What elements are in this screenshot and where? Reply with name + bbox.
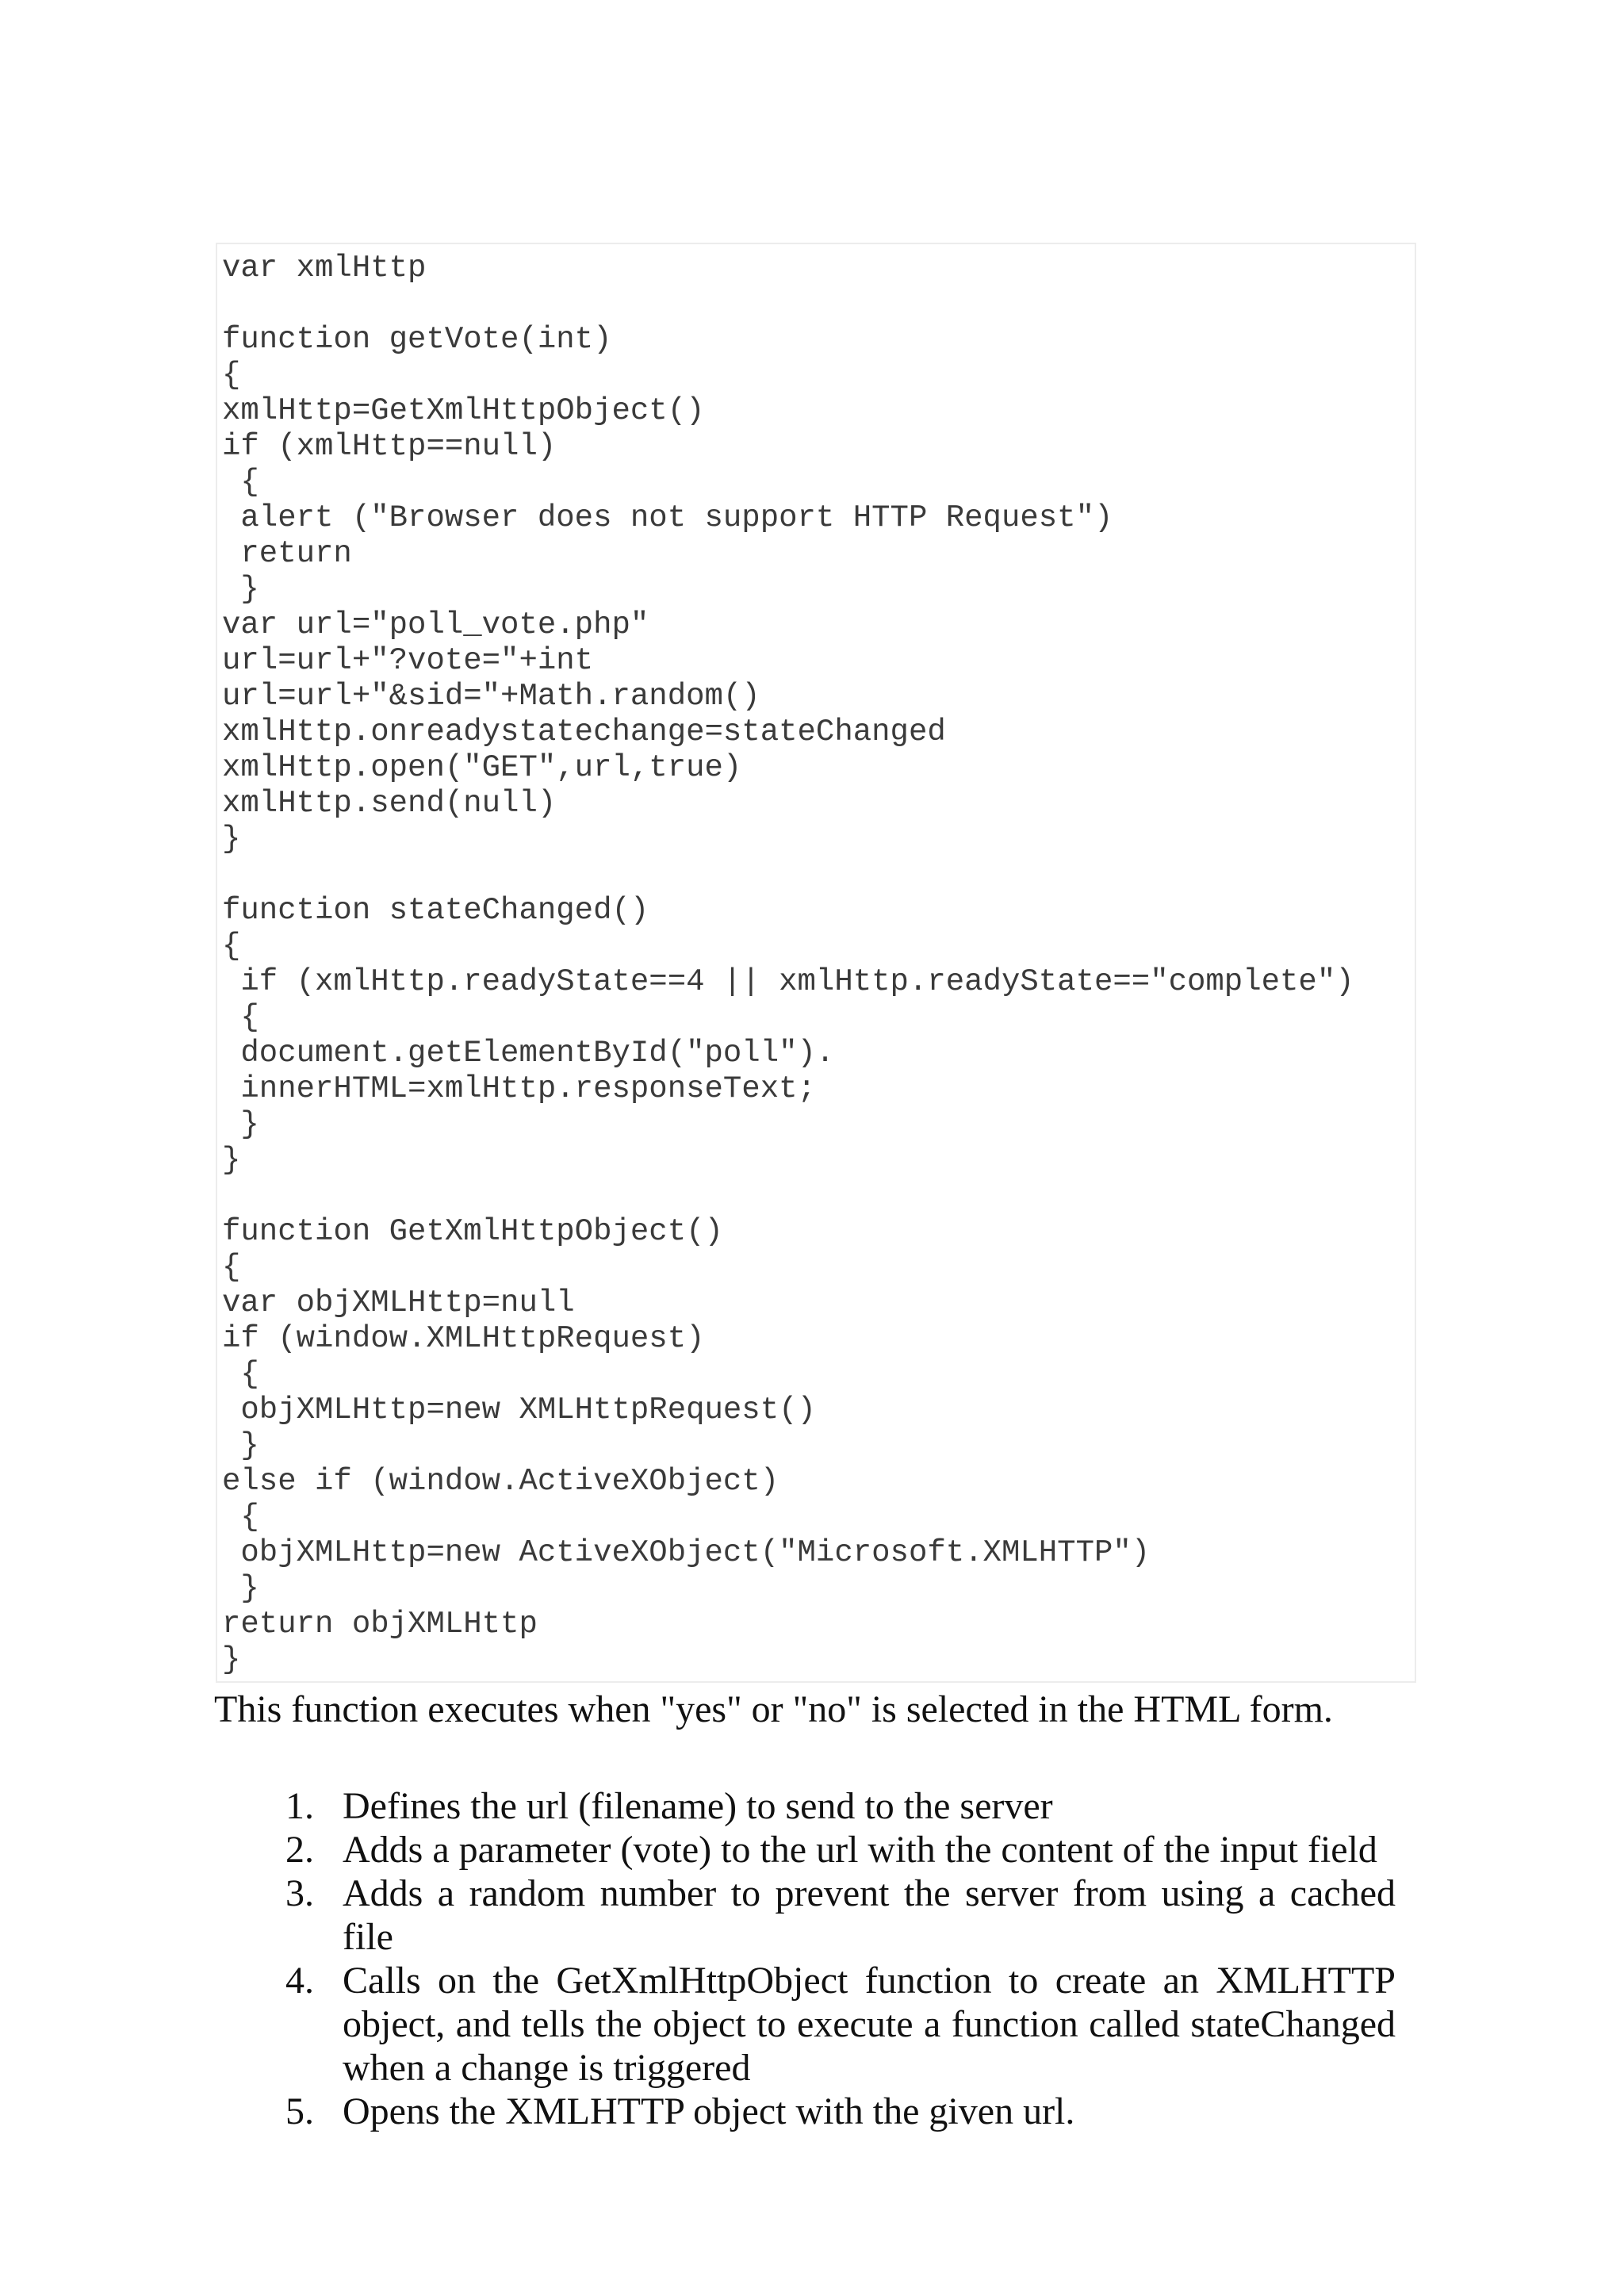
code-line: var objXMLHttp=null (222, 1285, 575, 1320)
code-line: } (222, 1428, 259, 1463)
code-line: var xmlHttp (222, 251, 427, 285)
code-line: { (222, 1000, 259, 1035)
code-line: xmlHttp.onreadystatechange=stateChanged (222, 715, 946, 749)
code-line: } (222, 572, 259, 607)
code-line: if (window.XMLHttpRequest) (222, 1321, 705, 1356)
list-item-text: Opens the XMLHTTP object with the given url. (343, 2090, 1075, 2132)
code-line (222, 286, 1415, 322)
list-item (214, 1828, 1396, 1872)
code-line: { (222, 358, 241, 393)
list-item-number: 3. (285, 1872, 314, 1914)
list-item-text: Calls on the GetXmlHttpObject function to create an XMLHTTP object, and tells the object to execute a function called stateChanged when a change is triggered (343, 1960, 1396, 2089)
code-line: url=url+"&sid="+Math.random() (222, 679, 760, 714)
code-line: } (222, 822, 241, 856)
code-line: document.getElementById("poll"). (222, 1036, 835, 1071)
code-line: { (222, 1250, 241, 1285)
list-item-text: Adds a parameter (vote) to the url with the content of the input field (343, 1829, 1377, 1871)
code-line: function stateChanged() (222, 893, 649, 928)
code-line: { (222, 929, 241, 964)
code-line: innerHTML=xmlHttp.responseText; (222, 1071, 816, 1106)
code-line: objXMLHttp=new XMLHttpRequest() (222, 1393, 816, 1427)
list-item (214, 1872, 1396, 1959)
list-item-text: Adds a random number to prevent the server from using a cached file (343, 1872, 1396, 1958)
code-line: { (222, 1357, 259, 1392)
steps-list (214, 1784, 1396, 2133)
code-line: xmlHttp=GetXmlHttpObject() (222, 393, 705, 428)
list-item (214, 1959, 1396, 2090)
code-line: } (222, 1642, 241, 1677)
list-item-number: 2. (285, 1829, 314, 1871)
code-line: { (222, 1500, 259, 1534)
code-line (222, 1178, 1415, 1214)
code-line: return objXMLHttp (222, 1607, 538, 1642)
code-line: function GetXmlHttpObject() (222, 1214, 723, 1249)
code-line: var url="poll_vote.php" (222, 607, 649, 642)
list-item-number: 1. (285, 1785, 314, 1827)
code-line: xmlHttp.open("GET",url,true) (222, 750, 742, 785)
code-line (222, 857, 1415, 893)
code-line: objXMLHttp=new ActiveXObject("Microsoft.XMLHTTP") (222, 1535, 1151, 1570)
list-item-number: 4. (285, 1960, 314, 2002)
code-line: } (222, 1107, 259, 1142)
code-line: if (xmlHttp.readyState==4 || xmlHttp.readyState=="complete") (222, 964, 1354, 999)
code-line: } (222, 1143, 241, 1178)
list-item (214, 1784, 1396, 1828)
list-item-text: Defines the url (filename) to send to the server (343, 1785, 1053, 1827)
code-line: xmlHttp.send(null) (222, 786, 557, 821)
code-line: alert ("Browser does not support HTTP Request") (222, 500, 1113, 535)
code-line: url=url+"?vote="+int (222, 643, 594, 678)
code-line: function getVote(int) (222, 322, 612, 357)
code-line: { (222, 465, 259, 500)
code-block (216, 243, 1416, 1683)
list-item-number: 5. (285, 2090, 314, 2132)
code-line: return (222, 536, 352, 571)
code-line: } (222, 1571, 259, 1606)
list-item (214, 2090, 1396, 2133)
code-line: else if (window.ActiveXObject) (222, 1464, 779, 1499)
code-line: if (xmlHttp==null) (222, 429, 557, 464)
intro-paragraph: This function executes when "yes" or "no" is selected in the HTML form. (214, 1688, 1333, 1730)
